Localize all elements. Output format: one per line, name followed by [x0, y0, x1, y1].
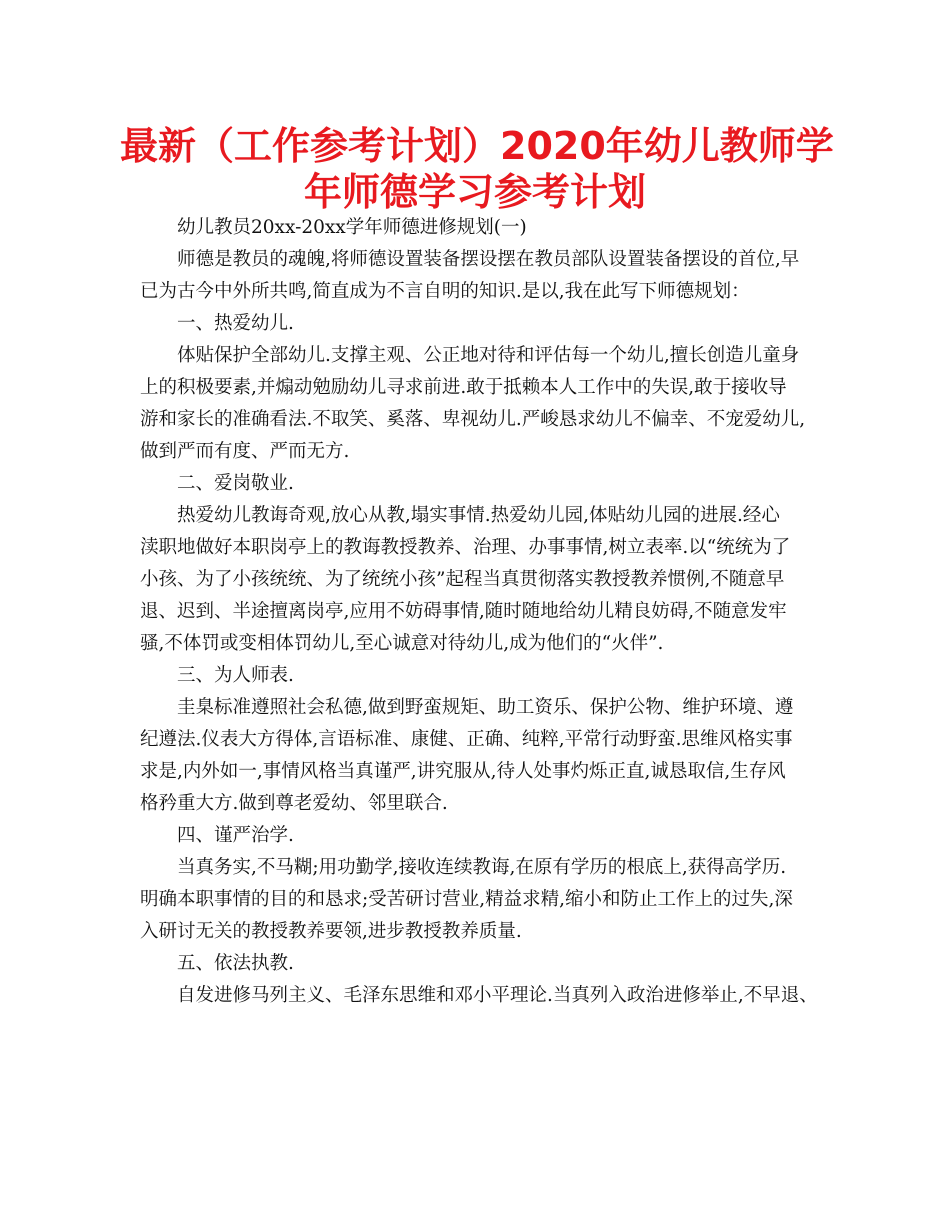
section-heading: 二、爱岗敬业. — [177, 473, 294, 494]
text-line: 幼儿教员20xx-20xx学年师德进修规划(一) — [177, 217, 527, 238]
text-line: 小孩、为了小孩统统、为了统统小孩”起程当真贯彻落实教授教养惯例,不随意早 — [140, 569, 785, 590]
document-body — [140, 212, 820, 1012]
text-line: 纪遵法.仪表大方得体,言语标准、康健、正确、纯粹,平常行动野蛮.思维风格实事 — [140, 729, 793, 750]
text-line: 圭臬标准遵照社会私德,做到野蛮规矩、助工资乐、保护公物、维护环境、遵 — [177, 697, 794, 718]
text-line: 师德是教员的魂魄,将师德设置装备摆设摆在教员部队设置装备摆设的首位,早 — [177, 249, 800, 270]
text-line: 当真务实,不马糊;用功勤学,接收连续教诲,在原有学历的根底上,获得高学历. — [177, 857, 787, 878]
text-line: 渎职地做好本职岗亭上的教诲教授教养、治理、办事事情,树立表率.以“统统为了 — [140, 537, 791, 558]
text-line: 明确本职事情的目的和恳求;受苦研讨营业,精益求精,缩小和防止工作上的过失,深 — [140, 889, 793, 910]
section-heading: 三、为人师表. — [177, 665, 294, 686]
document-title-line-2: 年师德学习参考计划 — [303, 170, 646, 214]
text-line: 体贴保护全部幼儿.支撑主观、公正地对待和评估每一个幼儿,擅长创造儿童身 — [177, 345, 800, 366]
text-line: 自发进修马列主义、毛泽东思维和邓小平理论.当真列入政治进修举止,不早退、 — [177, 985, 818, 1006]
text-line: 骚,不体罚或变相体罚幼儿,至心诚意对待幼儿,成为他们的“火伴”. — [140, 633, 664, 654]
text-line: 已为古今中外所共鸣,简直成为不言自明的知识.是以,我在此写下师德规划： — [140, 281, 750, 302]
text-line: 游和家长的准确看法.不取笑、奚落、卑视幼儿.严峻恳求幼儿不偏幸、不宠爱幼儿, — [140, 409, 806, 430]
text-line: 上的积极要素,并煽动勉励幼儿寻求前进.敢于抵赖本人工作中的失误,敢于接收导 — [140, 377, 787, 398]
section-heading: 五、依法执教. — [177, 953, 294, 974]
text-line: 求是,内外如一,事情风格当真谨严,讲究服从,待人处事灼烁正直,诚恳取信,生存风 — [140, 761, 786, 782]
section-heading: 四、谨严治学. — [177, 825, 294, 846]
document-title-line-1: 最新（工作参考计划）2020年幼儿教师学 — [120, 124, 834, 168]
text-line: 入研讨无关的教授教养要领,进步教授教养质量. — [140, 921, 522, 942]
section-heading: 一、热爱幼儿. — [177, 313, 294, 334]
text-line: 格矜重大方.做到尊老爱幼、邻里联合. — [140, 793, 448, 814]
text-line: 热爱幼儿教诲奇观,放心从教,塌实事情.热爱幼儿园,体贴幼儿园的进展.经心 — [177, 505, 780, 526]
text-line: 做到严而有度、严而无方. — [140, 441, 350, 462]
text-line: 退、迟到、半途擅离岗亭,应用不妨碍事情,随时随地给幼儿精良妨碍,不随意发牢 — [140, 601, 787, 622]
